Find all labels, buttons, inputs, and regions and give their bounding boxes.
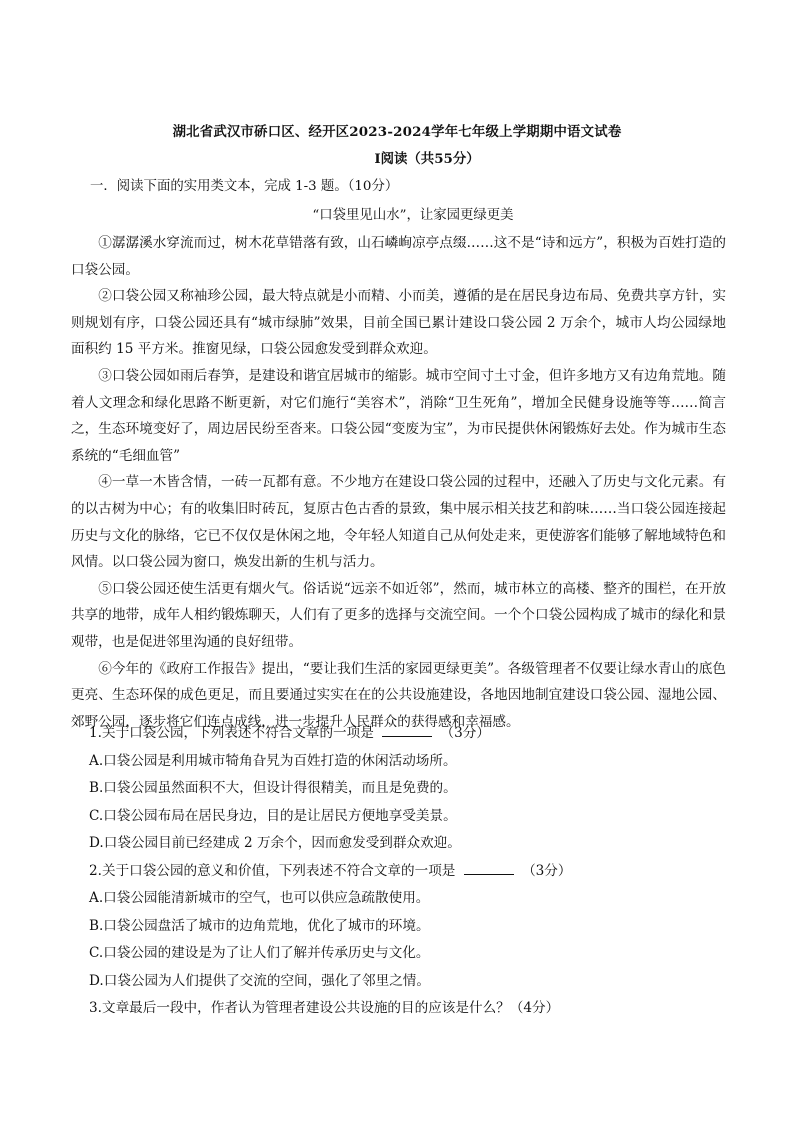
article-title: “口袋里见山水”，让家园更绿更美 bbox=[312, 208, 514, 223]
article-body bbox=[71, 230, 726, 735]
article-paragraph-6: ⑥今年的《政府工作报告》提出，“要让我们生活的家园更绿更美”。各级管理者不仅要让绿水青山的底色更亮、生态环保的成色更足，而且要通过实实在在的公共设施建设，各地因地制宜建设口袋公园、湿地公园、郊野公园，逐步将它们连点成线，进一步提升人民群众的获得感和幸福感。 bbox=[71, 660, 726, 730]
question-1 bbox=[89, 720, 726, 748]
question-2 bbox=[89, 858, 726, 886]
question-score: （4分） bbox=[509, 1000, 560, 1016]
option-1a: A.口袋公园是利用城市犄角旮旯为百姓打造的休闲活动场所。 bbox=[89, 752, 457, 769]
article-paragraph-4: ④一草一木皆含情，一砖一瓦都有意。不少地方在建设口袋公园的过程中，还融入了历史与文化元素。有的以古树为中心；有的收集旧时砖瓦，复原古色古香的景致，集中展示相关技艺和韵味……当口袋公园连接起历史与文化的脉络，它已不仅仅是休闲之地，令年轻人知道自己从何处走来，更使游客们能够了解地域特色和风情。以口袋公园为窗口，焕发出新的生机与活力。 bbox=[71, 474, 726, 571]
question-stem: 1.关于口袋公园，下列表述不符合文章的一项是 bbox=[89, 725, 374, 741]
question-3 bbox=[89, 995, 726, 1023]
answer-blank[interactable] bbox=[464, 861, 514, 875]
section-heading: Ⅰ阅读（共55分） bbox=[374, 151, 480, 167]
question-score: （3分） bbox=[440, 725, 490, 741]
article-paragraph-5: ⑤口袋公园还使生活更有烟火气。俗话说“远亲不如近邻”，然而，城市林立的高楼、整齐的围栏，在开放共享的地带，成年人相约锻炼聊天，人们有了更多的选择与交流空间。一个个口袋公园构成了城市的绿化和景观带，也是促进邻里沟通的良好纽带。 bbox=[71, 580, 726, 650]
question-list bbox=[89, 720, 726, 1023]
article-paragraph-3: ③口袋公园如雨后春笋，是建设和谐宜居城市的缩影。城市空间寸土寸金，但许多地方又有边角荒地。随着人文理念和绿化思路不断更新，对它们施行“美容术”，消除“卫生死角”，增加全民健身设施等等……简言之，生态环境变好了，周边居民纷至沓来。口袋公园“变废为宝”，为市民提供休闲锻炼好去处。作为城市生态系统的“毛细血管” bbox=[71, 367, 726, 464]
question-score: （3分） bbox=[522, 862, 572, 879]
question-stem: 2.关于口袋公园的意义和价值，下列表述不符合文章的一项是 bbox=[89, 862, 456, 879]
part-instruction: 一．阅读下面的实用类文本，完成 1-3 题。（10分） bbox=[90, 179, 399, 194]
question-stem: 3.文章最后一段中，作者认为管理者建设公共设施的目的应该是什么？ bbox=[89, 1000, 510, 1016]
option-1d: D.口袋公园目前已经建成 2 万余个，因而愈发受到群众欢迎。 bbox=[89, 835, 461, 851]
option-1c: C.口袋公园布局在居民身边，目的是让居民方便地享受美景。 bbox=[89, 807, 457, 824]
option-2d: D.口袋公园为人们提供了交流的空间，强化了邻里之情。 bbox=[89, 972, 430, 989]
article-paragraph-2: ②口袋公园又称袖珍公园，最大特点就是小而精、小而美，遵循的是在居民身边布局、免费共享方针，实则规划有序，口袋公园还具有“城市绿肺”效果，目前全国已累计建设口袋公园 2 万余个，城市人均公园绿地面积约 15 平方米。推窗见绿，口袋公园愈发受到群众欢迎。 bbox=[71, 288, 726, 358]
option-2a: A.口袋公园能清新城市的空气，也可以供应急疏散使用。 bbox=[89, 890, 430, 906]
option-1b: B.口袋公园虽然面积不大，但设计得很精美，而且是免费的。 bbox=[89, 780, 457, 796]
answer-blank[interactable] bbox=[382, 723, 432, 737]
exam-title: 湖北省武汉市硚口区、经开区2023-2024学年七年级上学期期中语文试卷 bbox=[172, 124, 622, 140]
option-2b: B.口袋公园盘活了城市的边角荒地，优化了城市的环境。 bbox=[89, 917, 430, 934]
article-paragraph-1: ①潺潺溪水穿流而过，树木花草错落有致，山石嶙峋凉亭点缀……这不是“诗和远方”，积极为百姓打造的口袋公园。 bbox=[71, 235, 726, 278]
option-2c: C.口袋公园的建设是为了让人们了解并传承历史与文化。 bbox=[89, 945, 430, 961]
